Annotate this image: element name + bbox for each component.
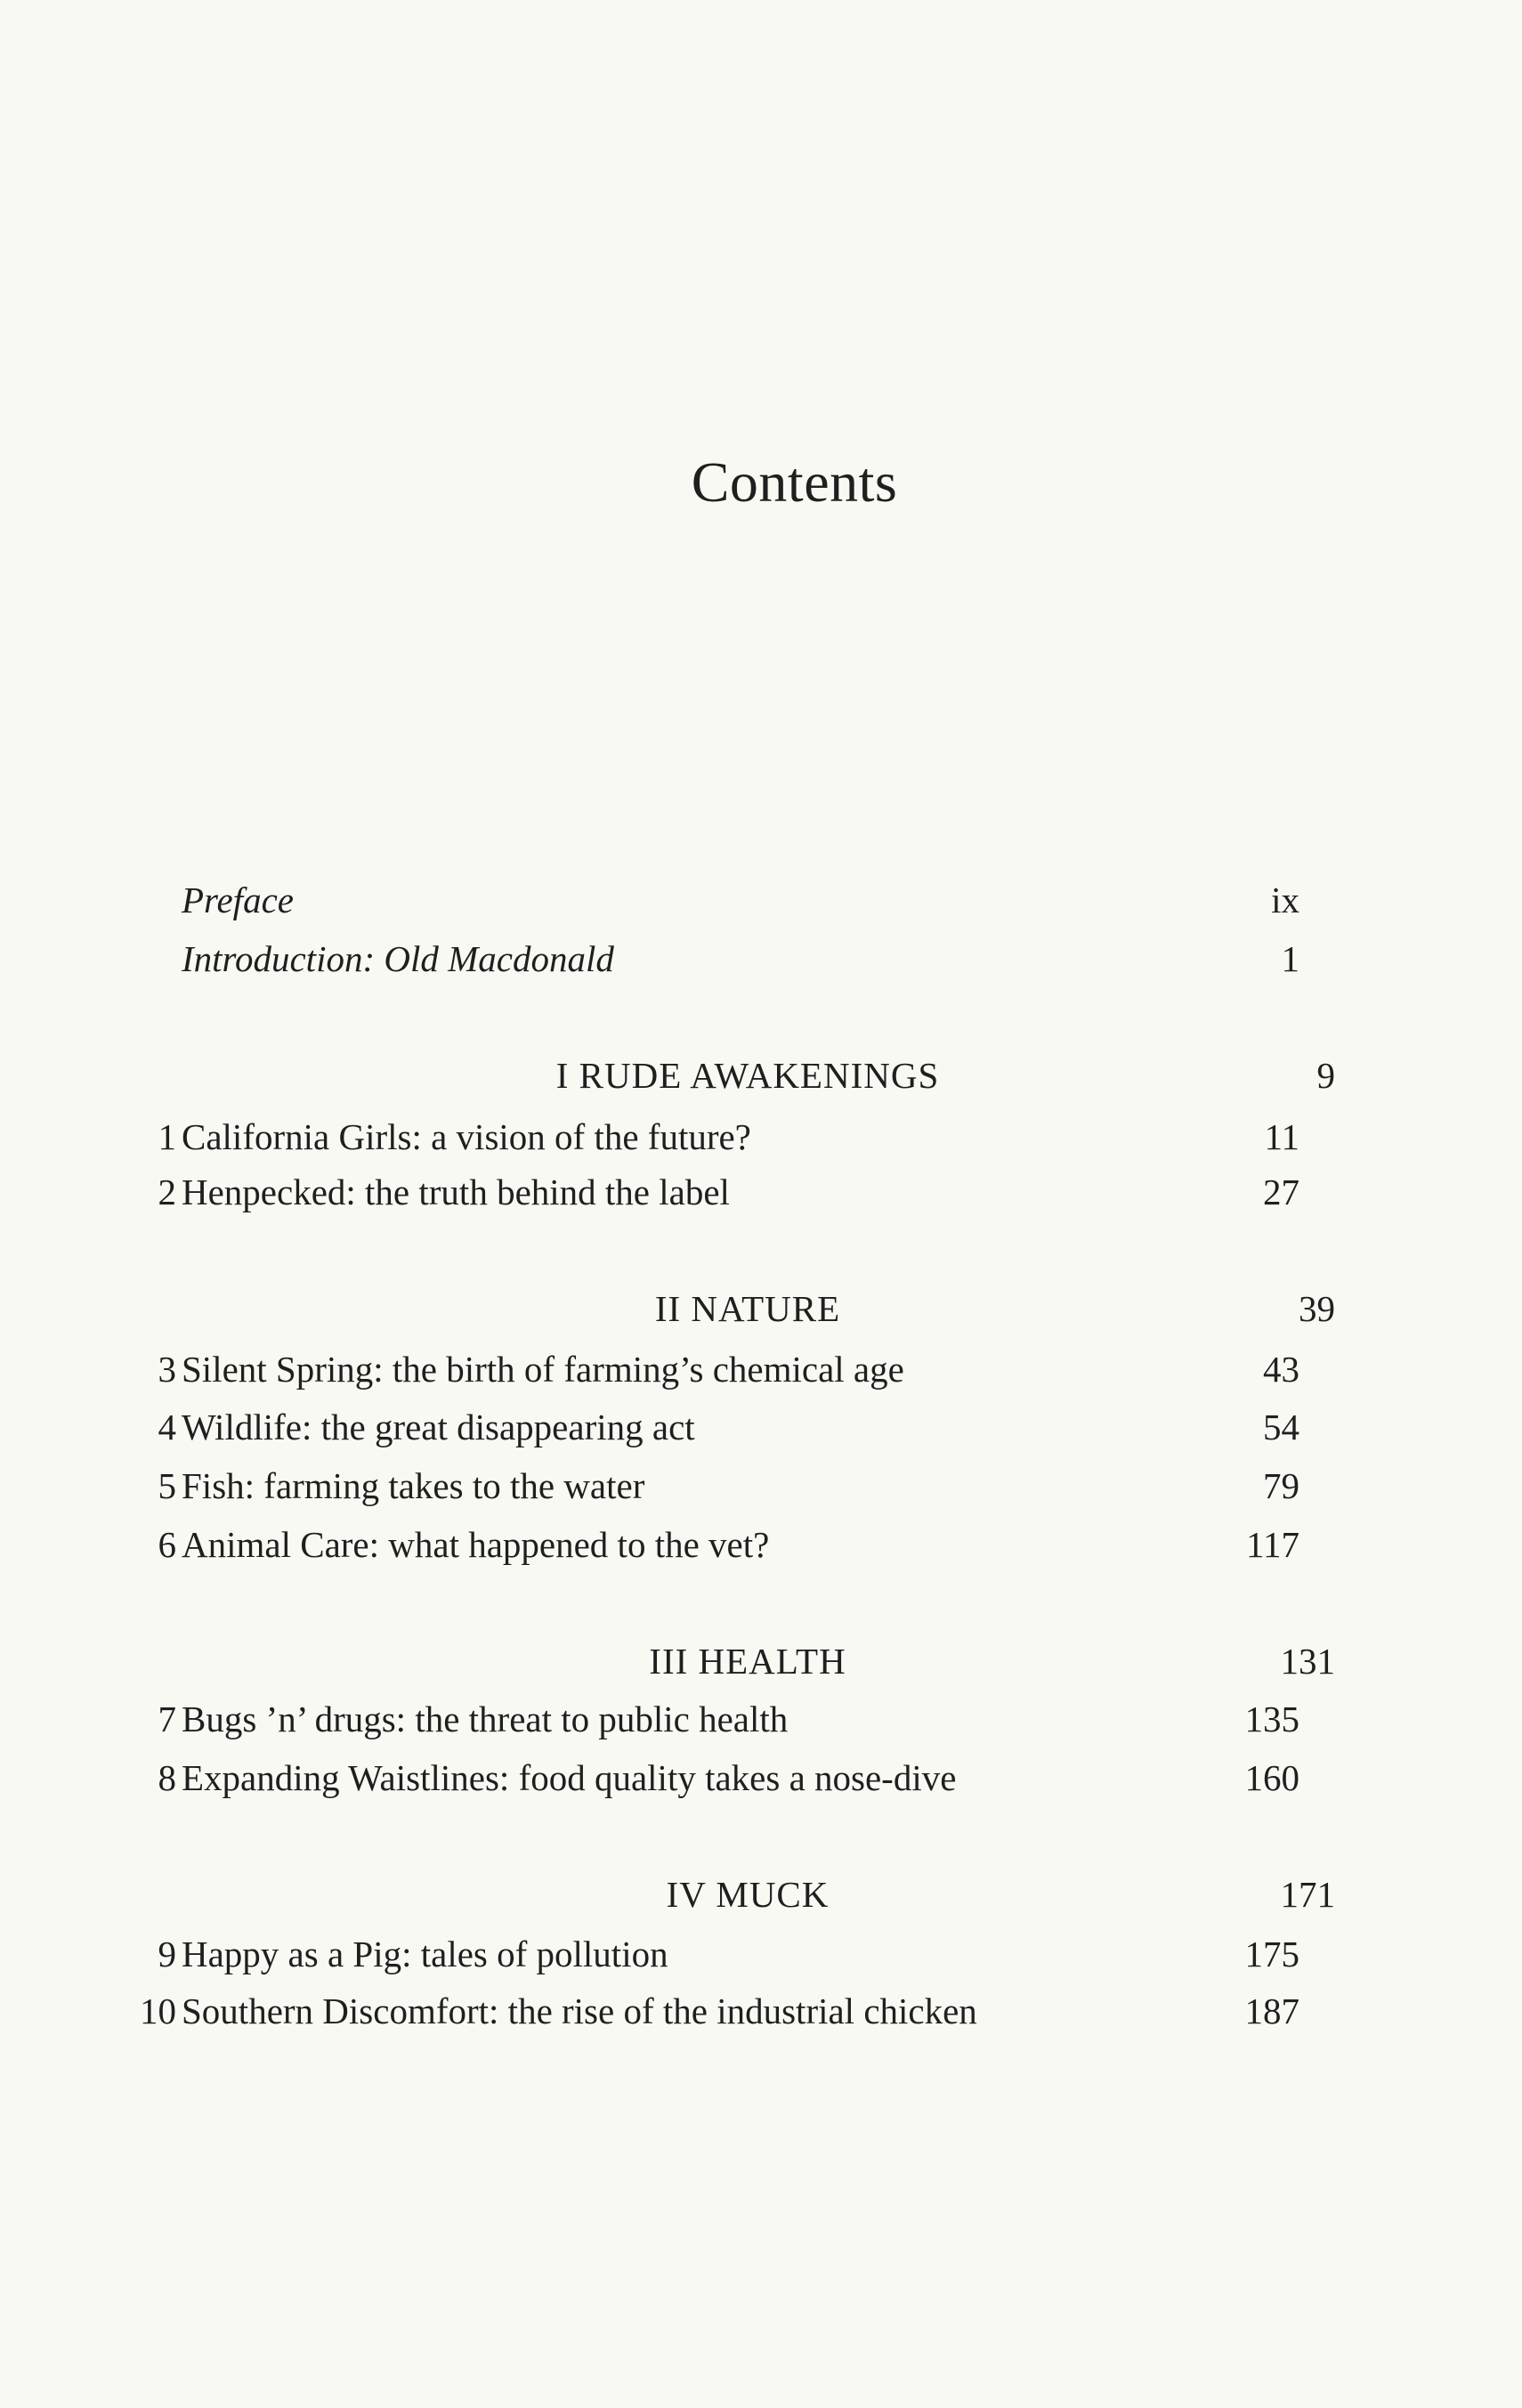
entry-page: 135 [1244, 1699, 1299, 1739]
entry-page: 117 [1246, 1524, 1299, 1565]
chapter-number: 8 [158, 1757, 176, 1798]
chapter-number: 7 [158, 1699, 176, 1739]
chapter-number: 3 [158, 1349, 176, 1390]
entry-page: 79 [1263, 1465, 1299, 1506]
entry-page: 175 [1244, 1934, 1299, 1974]
entry-page: 11 [1264, 1116, 1299, 1157]
part-page: 39 [1299, 1288, 1335, 1329]
entry-label: Fish: farming takes to the water [182, 1465, 645, 1506]
chapter-number: 9 [158, 1934, 176, 1974]
toc-entry [107, 1694, 1299, 1744]
toc-entry [107, 1344, 1299, 1394]
entry-label: Happy as a Pig: tales of pollution [182, 1934, 668, 1974]
part-title: I RUDE AWAKENINGS [555, 1055, 940, 1096]
part-heading [107, 1869, 1335, 1919]
page-title: Contents [691, 450, 898, 514]
toc-entry [107, 1402, 1299, 1452]
part-title: IV MUCK [666, 1874, 830, 1915]
part-title: II NATURE [654, 1288, 841, 1329]
entry-page: 187 [1244, 1990, 1299, 2031]
entry-page: 1 [1281, 938, 1299, 979]
toc-entry [107, 1753, 1299, 1803]
entry-label: Southern Discomfort: the rise of the industrial chicken [182, 1990, 977, 2031]
part-heading [107, 1050, 1335, 1100]
part-page: 171 [1280, 1874, 1335, 1915]
toc-entry [107, 1520, 1299, 1569]
toc-entry-introduction [107, 934, 1299, 984]
toc-entry [107, 1167, 1299, 1217]
entry-label: Introduction: Old Macdonald [182, 938, 614, 979]
entry-page: 27 [1263, 1172, 1299, 1212]
entry-page: 160 [1244, 1757, 1299, 1798]
toc-entry [107, 1461, 1299, 1511]
entry-label: Henpecked: the truth behind the label [182, 1172, 730, 1212]
toc-entry [107, 1929, 1299, 1979]
chapter-number: 5 [158, 1465, 176, 1506]
entry-label: Preface [182, 880, 294, 920]
entry-page: 43 [1263, 1349, 1299, 1390]
chapter-number: 1 [158, 1116, 176, 1157]
entry-label: Wildlife: the great disappearing act [182, 1407, 695, 1447]
part-heading [107, 1284, 1335, 1334]
part-page: 9 [1316, 1055, 1335, 1096]
part-heading [107, 1636, 1335, 1686]
chapter-number: 2 [158, 1172, 176, 1212]
entry-label: Animal Care: what happened to the vet? [182, 1524, 770, 1565]
part-page: 131 [1280, 1641, 1335, 1682]
toc-entry-preface [107, 875, 1299, 925]
chapter-number: 10 [140, 1990, 176, 2031]
chapter-number: 6 [158, 1524, 176, 1565]
chapter-number: 4 [158, 1407, 176, 1447]
entry-label: Silent Spring: the birth of farming’s chemical age [182, 1349, 904, 1390]
toc-entry [107, 1986, 1299, 2036]
entry-page: ix [1271, 880, 1299, 920]
entry-label: California Girls: a vision of the future? [182, 1116, 751, 1157]
entry-label: Expanding Waistlines: food quality takes a nose-dive [182, 1757, 957, 1798]
part-title: III HEALTH [649, 1641, 846, 1682]
toc-entry [107, 1112, 1299, 1162]
entry-page: 54 [1263, 1407, 1299, 1447]
entry-label: Bugs ’n’ drugs: the threat to public health [182, 1699, 789, 1739]
